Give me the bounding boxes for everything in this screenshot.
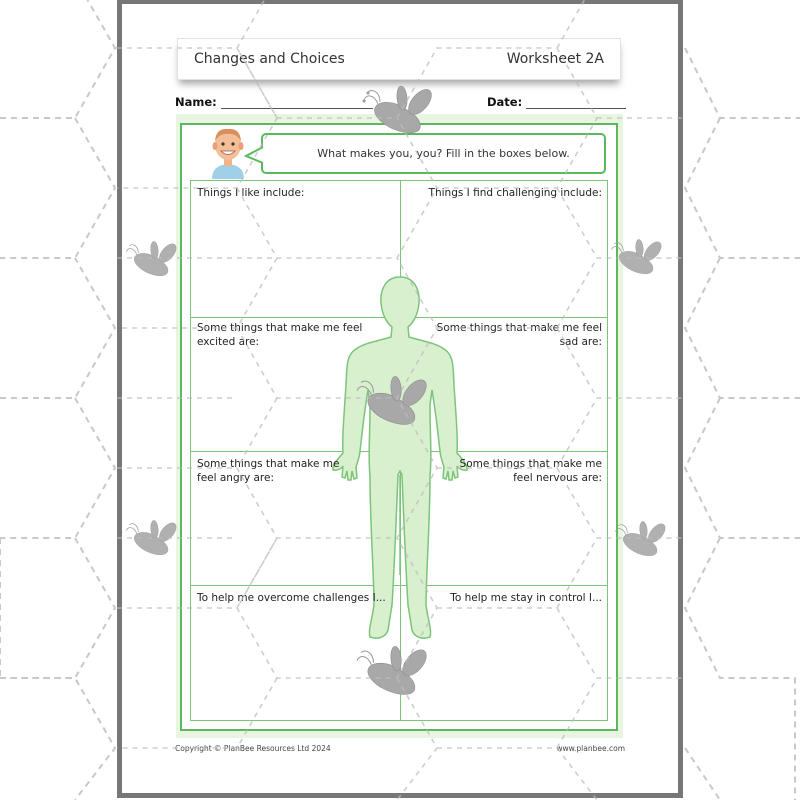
box-label-overcome: To help me overcome challenges I... — [197, 592, 386, 604]
box-label-sad-line2: sad are: — [559, 336, 602, 348]
worksheet-number: Worksheet 2A — [506, 51, 604, 67]
bee-watermark-icon — [125, 517, 181, 559]
name-label: Name: — [175, 95, 217, 109]
series-title: Changes and Choices — [194, 51, 345, 67]
box-label-excited-line1: Some things that make me feel — [197, 322, 363, 334]
prompt-text: What makes you, you? Fill in the boxes below. — [317, 147, 570, 160]
bee-watermark-icon — [610, 236, 666, 278]
date-field[interactable] — [487, 95, 626, 109]
box-label-control: To help me stay in control I... — [450, 592, 602, 604]
box-label-excited — [197, 321, 362, 349]
bee-watermark-icon — [362, 84, 438, 136]
box-label-nervous — [460, 457, 602, 485]
bee-watermark-icon — [355, 370, 433, 432]
box-label-angry-line2: feel angry are: — [197, 472, 275, 484]
box-label-angry-line1: Some things that make me — [197, 458, 340, 470]
speech-bubble-tail — [244, 145, 264, 165]
bee-watermark-icon — [614, 518, 670, 560]
website-text: www.planbee.com — [556, 744, 625, 753]
bee-watermark-icon — [125, 238, 181, 280]
name-line[interactable] — [221, 97, 373, 109]
name-field[interactable] — [175, 95, 373, 109]
box-label-likes: Things I like include: — [197, 187, 305, 199]
copyright-text: Copyright © PlanBee Resources Ltd 2024 — [175, 744, 331, 753]
worksheet-title-banner — [177, 38, 621, 80]
date-label: Date: — [487, 95, 523, 109]
box-label-nervous-line2: feel nervous are: — [513, 472, 602, 484]
prompt-speech-bubble — [261, 133, 606, 174]
box-label-nervous-line1: Some things that make me — [459, 458, 602, 470]
box-label-sad-line1: Some things that make me feel — [436, 322, 602, 334]
date-line[interactable] — [526, 97, 626, 109]
box-label-excited-line2: excited are: — [197, 336, 260, 348]
bee-watermark-icon — [355, 640, 433, 702]
box-label-angry — [197, 457, 339, 485]
box-label-sad — [437, 321, 602, 349]
box-label-challenges: Things I find challenging include: — [428, 187, 602, 199]
